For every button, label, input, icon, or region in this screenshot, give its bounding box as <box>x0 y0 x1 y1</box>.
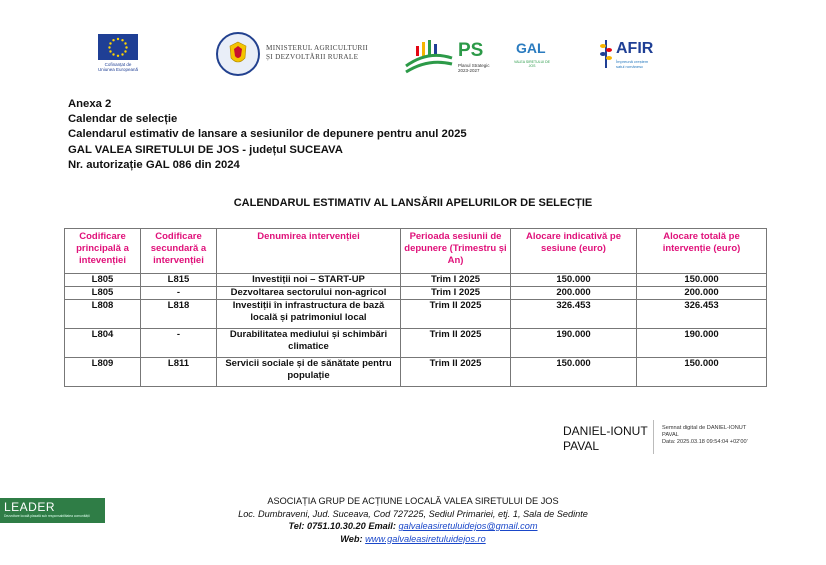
table-cell: L804 <box>65 329 141 358</box>
selection-calendar-table <box>64 228 767 387</box>
table-cell: 150.000 <box>511 358 637 387</box>
column-header: Perioada sesiunii de depunere (Trimestru și An) <box>401 229 511 274</box>
table-cell: 326.453 <box>637 300 767 329</box>
table-cell: L809 <box>65 358 141 387</box>
table-cell: - <box>141 329 217 358</box>
table-row <box>65 329 767 358</box>
table-cell: - <box>141 287 217 300</box>
table-row <box>65 287 767 300</box>
authorization-number: Nr. autorizație GAL 086 din 2024 <box>68 158 240 171</box>
gal-name: GAL VALEA SIRETULUI DE JOS - județul SUCEAVA <box>68 143 343 156</box>
signer-name: DANIEL-IONUT PAVAL <box>563 424 648 453</box>
table-cell: Trim II 2025 <box>401 358 511 387</box>
footer-address: Loc. Dumbraveni, Jud. Suceava, Cod 727225, Sediul Primariei, etj. 1, Sala de Sedinte <box>238 508 588 519</box>
digital-signature-text: Semnat digital de DANIEL-IONUT PAVAL Data: 2025.03.18 09:54:04 +02'00' <box>662 425 748 445</box>
table-cell: Trim I 2025 <box>401 287 511 300</box>
table-cell: Trim II 2025 <box>401 329 511 358</box>
leader-text: LEADER <box>4 500 56 514</box>
footer-contact: Tel: 0751.10.30.20 Email: galvaleasiretuluidejos@gmail.com <box>288 521 538 531</box>
ps-caption: Planul Strategic 2023-2027 <box>458 63 490 73</box>
gal-text: GAL <box>516 40 546 56</box>
column-header: Denumirea intervenției <box>217 229 401 274</box>
table-cell: Trim II 2025 <box>401 300 511 329</box>
eu-logo <box>96 34 140 72</box>
table-cell: Investiții în infrastructura de bază locală și patrimoniul local <box>217 300 401 329</box>
table-cell: Dezvoltarea sectorului non-agricol <box>217 287 401 300</box>
leader-tagline: Dezvoltare locală plasată sub responsabilitatea comunității <box>4 514 90 518</box>
eu-flag-icon <box>98 34 138 60</box>
footer-email-link[interactable]: galvaleasiretuluidejos@gmail.com <box>398 521 538 531</box>
table-row <box>65 300 767 329</box>
table-cell: L805 <box>65 287 141 300</box>
table-cell: L811 <box>141 358 217 387</box>
table-cell: 200.000 <box>637 287 767 300</box>
column-header: Alocare totală pe intervenție (euro) <box>637 229 767 274</box>
table-cell: Servicii sociale și de sănătate pentru populație <box>217 358 401 387</box>
logo-strip <box>0 30 826 82</box>
table-cell: 150.000 <box>511 274 637 287</box>
table-cell: Investiții noi – START-UP <box>217 274 401 287</box>
table-row <box>65 274 767 287</box>
ministry-name: MINISTERUL AGRICULTURII ȘI DEZVOLTĂRII RURALE <box>266 44 368 61</box>
table-cell: 200.000 <box>511 287 637 300</box>
calendar-description: Calendarul estimativ de lansare a sesiunilor de depunere pentru anul 2025 <box>68 128 467 141</box>
footer-web: Web: www.galvaleasiretuluidejos.ro <box>340 533 486 544</box>
table-cell: L818 <box>141 300 217 329</box>
table-cell: L808 <box>65 300 141 329</box>
gal-logo <box>512 34 552 78</box>
annex-label: Anexa 2 <box>68 98 112 110</box>
column-header: Alocare indicativă pe sesiune (euro) <box>511 229 637 274</box>
gal-subtitle: VALEA SIRETULUI DE JOS <box>514 60 550 68</box>
table-cell: L815 <box>141 274 217 287</box>
footer <box>0 495 826 545</box>
table-title: CALENDARUL ESTIMATIV AL LANSĂRII APELURILOR DE SELECȚIE <box>233 197 593 209</box>
table-cell: 150.000 <box>637 274 767 287</box>
afir-wheat-icon <box>598 36 614 70</box>
column-header: Codificare secundară a intervenției <box>141 229 217 274</box>
afir-tagline: Împreună creștem satul românesc <box>616 59 649 69</box>
table-header-row <box>65 229 767 274</box>
table-cell: 326.453 <box>511 300 637 329</box>
ps-logo <box>402 36 494 76</box>
ps-wheat-icon <box>402 36 456 76</box>
table-cell: 150.000 <box>637 358 767 387</box>
afir-text: AFIR <box>616 40 654 57</box>
table-cell: 190.000 <box>637 329 767 358</box>
ps-text: PS <box>458 40 484 61</box>
table-cell: Durabilitatea mediului și schimbări climatice <box>217 329 401 358</box>
table-cell: L805 <box>65 274 141 287</box>
table-row <box>65 358 767 387</box>
afir-logo <box>598 36 678 76</box>
footer-website-link[interactable]: www.galvaleasiretuluidejos.ro <box>365 533 486 544</box>
document-header <box>68 97 467 173</box>
table-cell: Trim I 2025 <box>401 274 511 287</box>
footer-organization: ASOCIAȚIA GRUP DE ACȚIUNE LOCALĂ VALEA SIRETULUI DE JOS <box>267 496 559 506</box>
eu-caption: Cofinanțat de Uniunea Europeană <box>97 62 139 72</box>
signature-divider <box>653 420 654 454</box>
calendar-label: Calendar de selecție <box>68 113 178 126</box>
romania-seal-icon <box>216 32 260 76</box>
table-cell: 190.000 <box>511 329 637 358</box>
footer-phone: 0751.10.30.20 <box>307 521 366 531</box>
column-header: Codificare principală a intevenției <box>65 229 141 274</box>
